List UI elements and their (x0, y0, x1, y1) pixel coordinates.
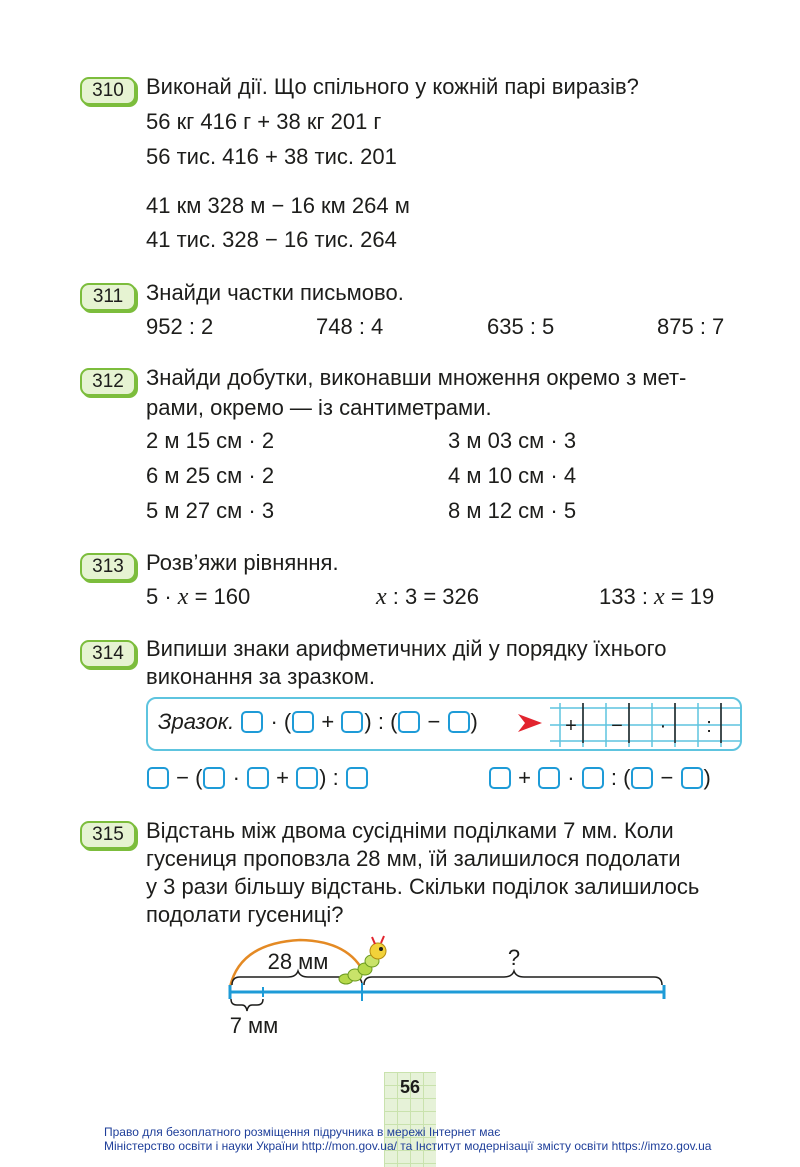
task-number-313: 313 (80, 553, 136, 581)
task-310-line: 56 кг 416 г + 38 кг 201 г (146, 109, 382, 134)
equation-3: 133 : x = 19 (599, 584, 715, 610)
division-label: 7 мм (229, 1013, 279, 1038)
sample-expression: Зразок. · ( + ) : ( − ) (158, 709, 478, 734)
footer (104, 1125, 711, 1153)
remaining-distance-label: ? (507, 945, 521, 970)
task-315-line: Відстань між двома сусідніми поділками 7 мм. Коли (146, 818, 674, 843)
blank-box (489, 767, 511, 789)
task-315-line: у 3 рази більшу відстань. Скільки поділок залишилось (146, 874, 700, 899)
blank-box (398, 711, 420, 733)
blank-box (147, 767, 169, 789)
blank-box (341, 711, 363, 733)
task-314-prompt-line2: виконання за зразком. (146, 664, 375, 689)
quotient-item: 635 : 5 (487, 314, 555, 339)
division-brace (231, 999, 263, 1011)
blank-box (296, 767, 318, 789)
blank-box (681, 767, 703, 789)
equation-1: 5 · x = 160 (146, 584, 251, 610)
answer-sign: : (706, 715, 712, 737)
quotient-item: 875 : 7 (657, 314, 725, 339)
answer-sign: · (659, 715, 667, 737)
task-310-prompt: Виконай дії. Що спільного у кожній парі виразів? (146, 74, 639, 99)
product-item: 2 м 15 см · 2 (146, 428, 275, 453)
task-311-prompt: Знайди частки письмово. (146, 280, 404, 305)
blank-box (346, 767, 368, 789)
covered-distance-label: 28 мм (267, 949, 329, 974)
caterpillar-diagram (220, 935, 680, 1045)
task-314-prompt-line1: Випиши знаки арифметичних дій у порядку їхнього (146, 636, 667, 661)
product-item: 3 м 03 см · 3 (448, 428, 577, 453)
task-number-312: 312 (80, 368, 136, 396)
blank-box (582, 767, 604, 789)
product-item: 6 м 25 см · 2 (146, 463, 275, 488)
blank-box (631, 767, 653, 789)
blank-box (538, 767, 560, 789)
blank-box (247, 767, 269, 789)
blank-box (203, 767, 225, 789)
blank-box (241, 711, 263, 733)
task-315-line: гусениця проповзла 28 мм, їй залишилося подолати (146, 846, 681, 871)
page-number: 56 (399, 1077, 421, 1097)
task-number-311: 311 (80, 283, 136, 311)
product-item: 8 м 12 см · 5 (448, 498, 577, 523)
quotient-item: 748 : 4 (316, 314, 384, 339)
equation-2: x : 3 = 326 (376, 584, 480, 610)
expression-2: + · : ( − ) (488, 763, 711, 793)
blank-box (448, 711, 470, 733)
answer-grid (550, 703, 740, 747)
footer-line: Міністерство освіти і науки України http://mon.gov.ua/ та Інститут модернізації змісту освіти https://imzo.gov.ua (104, 1139, 712, 1153)
arrow-right-icon (516, 711, 544, 735)
remaining-brace (364, 971, 662, 985)
task-310-line: 41 км 328 м − 16 км 264 м (146, 193, 410, 218)
task-313-prompt: Розв’яжи рівняння. (146, 550, 339, 575)
task-312-prompt-line1: Знайди добутки, виконавши множення окремо з мет- (146, 365, 687, 390)
task-310-line: 56 тис. 416 + 38 тис. 201 (146, 144, 397, 169)
task-number-315: 315 (80, 821, 136, 849)
task-number-314: 314 (80, 640, 136, 668)
footer-line: Право для безоплатного розміщення підручника в мережі Інтернет має (104, 1125, 501, 1139)
product-item: 5 м 27 см · 3 (146, 498, 275, 523)
product-item: 4 м 10 см · 4 (448, 463, 577, 488)
blank-box (292, 711, 314, 733)
task-310-line: 41 тис. 328 − 16 тис. 264 (146, 227, 397, 252)
task-number-310: 310 (80, 77, 136, 105)
answer-sign: − (611, 715, 623, 737)
task-312-prompt-line2: рами, окремо — із сантиметрами. (146, 395, 492, 420)
quotient-item: 952 : 2 (146, 314, 214, 339)
expression-1: − ( · + ) : (146, 763, 369, 793)
task-315-line: подолати гусениці? (146, 902, 344, 927)
answer-sign: + (565, 715, 577, 737)
